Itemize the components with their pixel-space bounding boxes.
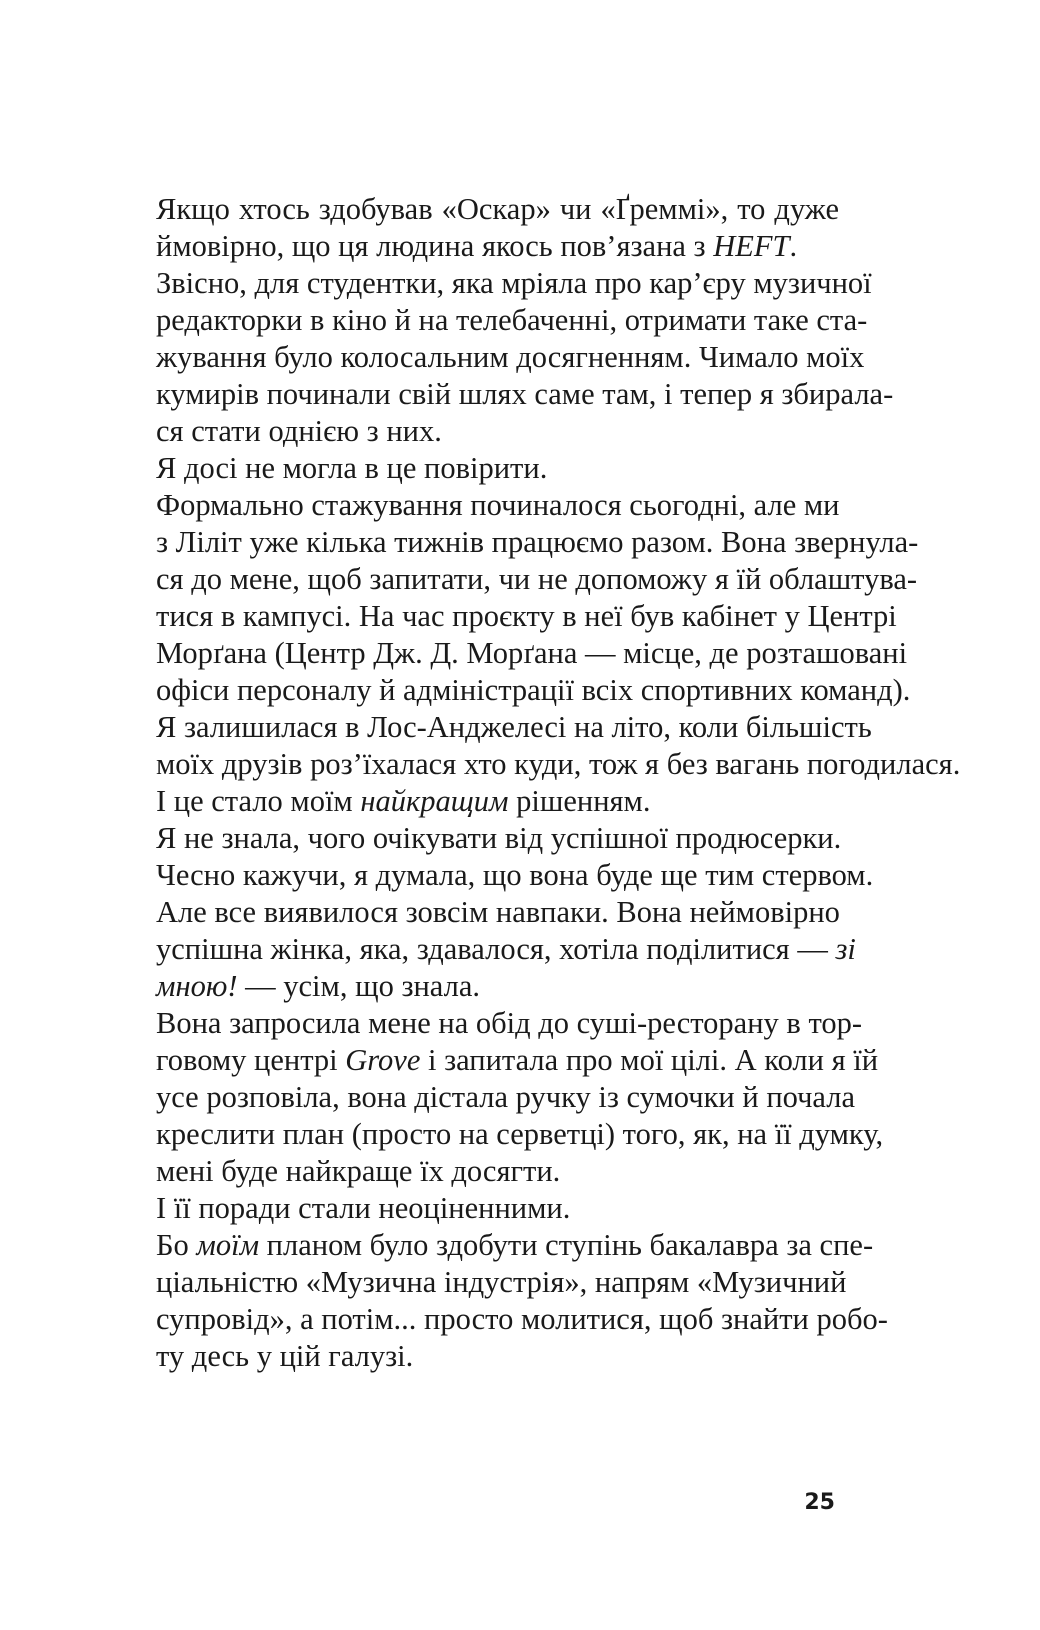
text-line	[119, 450, 839, 487]
italic-text: Grove	[345, 1043, 421, 1077]
text-segment: І це стало моїм	[156, 784, 361, 818]
text-segment: супровід», а потім... просто молитися, щоб знайти робо-	[156, 1302, 888, 1336]
text-line	[119, 1264, 847, 1301]
text-segment: Я залишилася в Лос-Анджелесі на літо, коли більшість	[156, 710, 872, 744]
italic-text: найкращим	[360, 784, 509, 818]
paragraph	[119, 265, 894, 450]
text-line	[119, 1338, 839, 1375]
text-line	[119, 487, 839, 524]
body-text	[119, 191, 961, 1375]
text-line	[119, 635, 908, 672]
text-segment: ся стати однією з них.	[156, 414, 442, 448]
text-segment: жування було колосальним досягненням. Чимало моїх	[156, 340, 865, 374]
italic-text: моїм	[196, 1228, 260, 1262]
text-line	[119, 1227, 874, 1264]
text-segment: Я досі не могла в це повірити.	[156, 451, 548, 485]
text-line	[119, 1153, 839, 1190]
text-segment: усе розповіла, вона дістала ручку із сумочки й почала	[156, 1080, 855, 1114]
italic-text: HEFT	[713, 229, 790, 263]
text-line	[119, 598, 897, 635]
text-segment: — усім, що знала.	[237, 969, 480, 1003]
page-number: 25	[804, 1490, 835, 1515]
paragraph	[119, 487, 961, 783]
text-line	[119, 228, 839, 265]
text-segment: успішна жінка, яка, здавалося, хотіла поділитися —	[156, 932, 836, 966]
text-segment: з Ліліт уже кілька тижнів працюємо разом. Вона звернула-	[156, 525, 919, 559]
paragraph	[119, 1227, 888, 1375]
text-line	[119, 265, 872, 302]
text-segment: ціальністю «Музична індустрія», напрям «Музичний	[156, 1265, 847, 1299]
text-line	[119, 857, 874, 894]
text-segment: ся до мене, щоб запитати, чи не допоможу я їй облаштува-	[156, 562, 918, 596]
italic-text: зі	[835, 932, 856, 966]
text-line	[119, 1005, 863, 1042]
text-segment: Але все виявилося зовсім навпаки. Вона неймовірно	[156, 895, 840, 929]
paragraph	[119, 783, 839, 820]
text-segment: ймовірно, що ця людина якось пов’язана з	[156, 229, 714, 263]
text-segment: І її поради стали неоціненними.	[156, 1191, 571, 1225]
text-line	[119, 746, 961, 783]
text-line	[119, 783, 839, 820]
text-segment: рішенням.	[508, 784, 651, 818]
text-line	[119, 1190, 839, 1227]
text-line	[119, 376, 894, 413]
text-segment: Я не знала, чого очікувати від успішної продюсерки.	[156, 821, 842, 855]
text-segment: офіси персоналу й адміністрації всіх спортивних команд).	[156, 673, 911, 707]
text-segment: кумирів починали свій шлях саме там, і тепер я збирала-	[156, 377, 894, 411]
italic-text: мною!	[156, 969, 238, 1003]
text-segment: редакторки в кіно й на телебаченні, отримати таке ста-	[156, 303, 868, 337]
text-segment: Якщо хтось здобував «Оскар» чи «Ґреммі», то дуже	[156, 192, 839, 226]
text-segment: планом було здобути ступінь бакалавра за спе-	[259, 1228, 874, 1262]
text-segment: моїх друзів роз’їхалася хто куди, тож я без вагань погодилася.	[156, 747, 961, 781]
paragraph	[119, 1190, 839, 1227]
text-segment: і запитала про мої цілі. А коли я їй	[420, 1043, 879, 1077]
text-line	[119, 1042, 879, 1079]
text-segment: Вона запросила мене на обід до суші-ресторану в тор-	[156, 1006, 863, 1040]
text-line	[119, 1301, 888, 1338]
text-segment: говому центрі	[156, 1043, 346, 1077]
text-segment: .	[789, 229, 798, 263]
text-line	[119, 191, 839, 228]
text-line	[119, 524, 919, 561]
text-segment: Звісно, для студентки, яка мріяла про кар’єру музичної	[156, 266, 872, 300]
text-line	[119, 968, 839, 1005]
text-line	[119, 302, 868, 339]
text-segment: мені буде найкраще їх досягти.	[156, 1154, 561, 1188]
text-line	[119, 339, 865, 376]
text-line	[119, 1079, 855, 1116]
text-line	[119, 1116, 884, 1153]
text-segment: Формально стажування починалося сьогодні, але ми	[156, 488, 840, 522]
paragraph	[119, 820, 874, 1005]
text-segment: Чесно кажучи, я думала, що вона буде ще тим стервом.	[156, 858, 874, 892]
text-line	[119, 894, 839, 931]
paragraph	[119, 1005, 884, 1190]
text-segment: Морґана (Центр Дж. Д. Морґана — місце, де розташовані	[156, 636, 908, 670]
paragraph	[119, 191, 839, 265]
paragraph	[119, 450, 839, 487]
text-line	[119, 709, 872, 746]
text-segment: креслити план (просто на серветці) того, як, на її думку,	[156, 1117, 884, 1151]
text-segment: Бо	[156, 1228, 197, 1262]
text-line	[119, 561, 918, 598]
text-line	[119, 820, 842, 857]
text-segment: ту десь у цій галузі.	[156, 1339, 414, 1373]
text-line	[119, 931, 856, 968]
text-segment: тися в кампусі. На час проєкту в неї був кабінет у Центрі	[156, 599, 897, 633]
text-line	[119, 672, 911, 709]
text-line	[119, 413, 839, 450]
